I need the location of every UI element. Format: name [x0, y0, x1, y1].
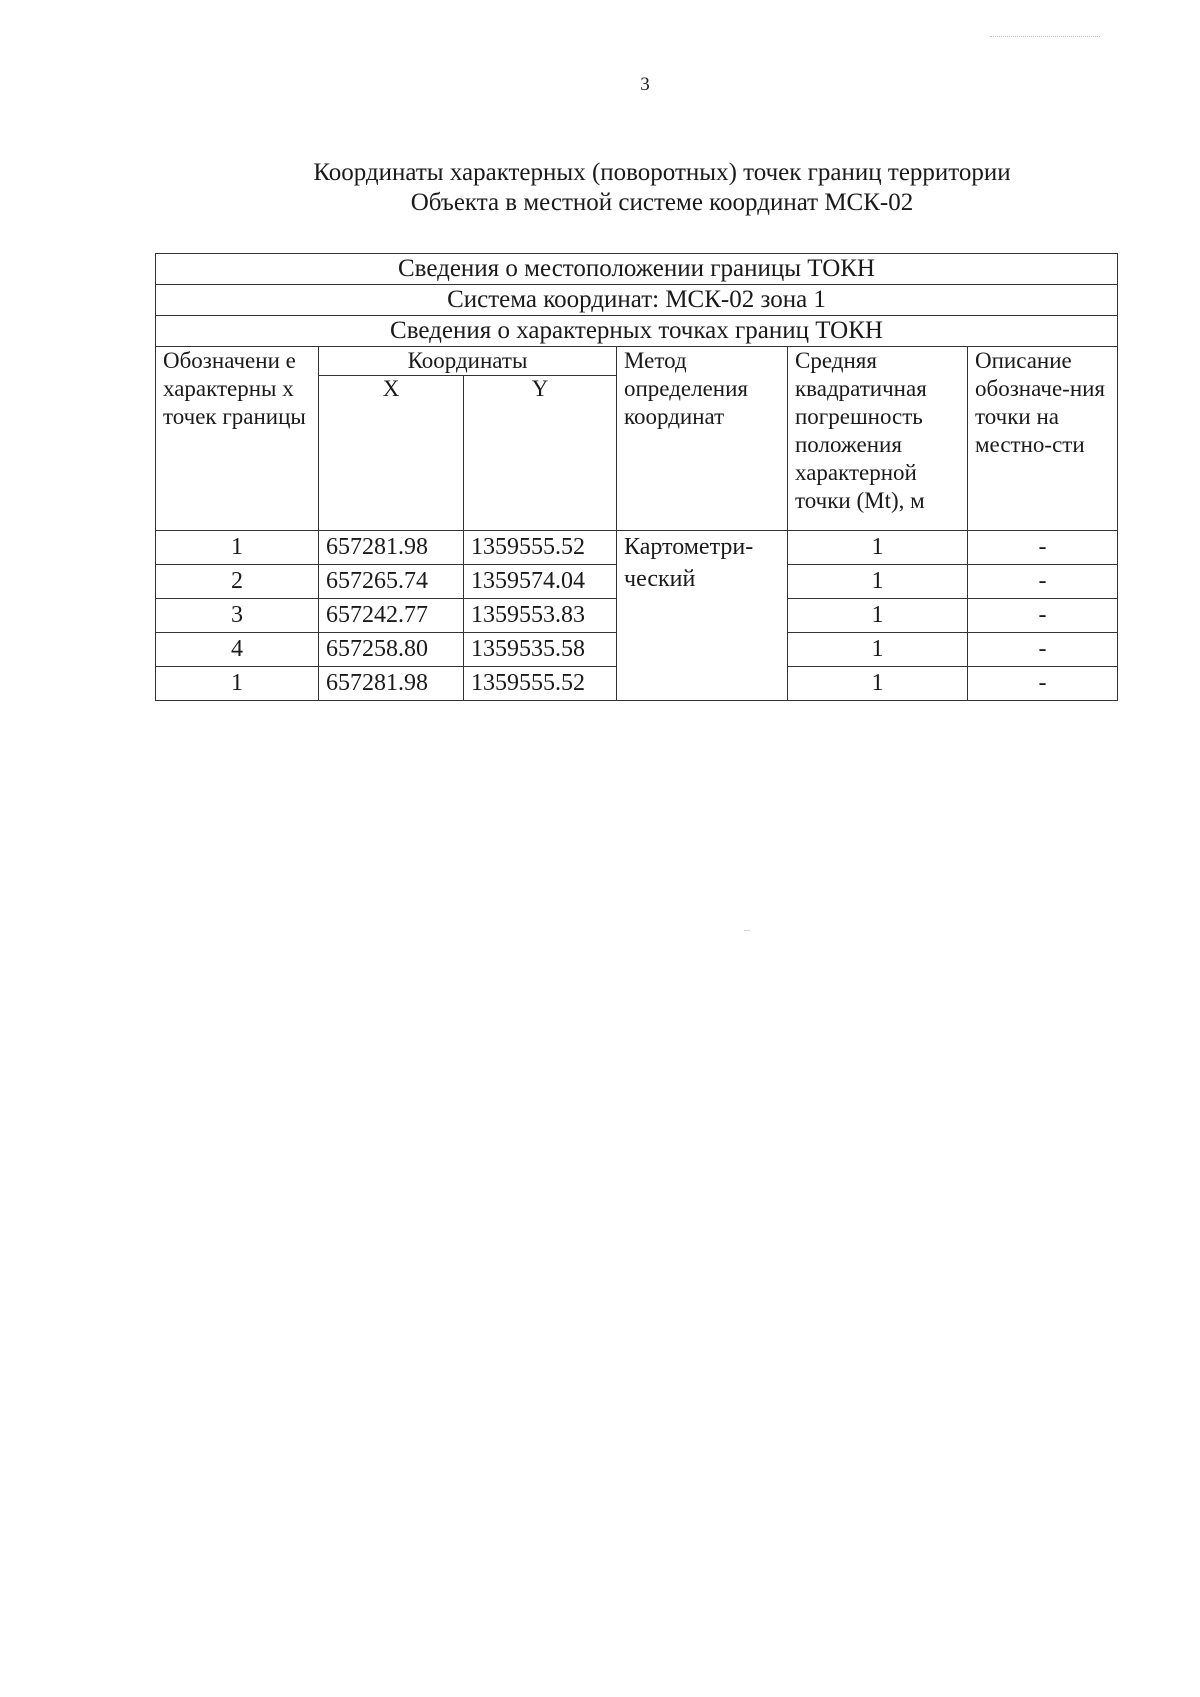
- description-cell: -: [968, 599, 1118, 633]
- description-cell: -: [968, 531, 1118, 565]
- error-cell: 1: [788, 633, 968, 667]
- point-cell: 2: [156, 565, 319, 599]
- column-header-coordinates: Координаты: [319, 347, 617, 376]
- column-header-point-designation: Обозначени е характерны х точек границы: [156, 347, 319, 531]
- title-line-2: Объекта в местной системе координат МСК-02: [410, 189, 914, 216]
- x-cell: 657242.77: [319, 599, 464, 633]
- table-row: [156, 531, 1118, 565]
- x-cell: 657258.80: [319, 633, 464, 667]
- point-cell: 1: [156, 667, 319, 701]
- column-header-description: Описание обозначе-ния точки на местно-сти: [968, 347, 1118, 531]
- y-cell: 1359535.58: [464, 633, 617, 667]
- method-cell: Картометри- ческий: [617, 531, 788, 701]
- error-cell: 1: [788, 565, 968, 599]
- title-line-1: Координаты характерных (поворотных) точек границ территории: [313, 159, 1011, 186]
- y-cell: 1359555.52: [464, 531, 617, 565]
- y-cell: 1359574.04: [464, 565, 617, 599]
- x-cell: 657281.98: [319, 667, 464, 701]
- point-cell: 1: [156, 531, 319, 565]
- column-header-y: Y: [464, 376, 617, 531]
- scan-artifact-dot: [744, 930, 750, 931]
- point-cell: 4: [156, 633, 319, 667]
- header-location: Сведения о местоположении границы ТОКН: [156, 254, 1118, 285]
- column-header-error: Средняя квадратичная погрешность положения характерной точки (Mt), м: [788, 347, 968, 531]
- header-points-info: Сведения о характерных точках границ ТОКН: [156, 316, 1118, 347]
- x-cell: 657281.98: [319, 531, 464, 565]
- error-cell: 1: [788, 599, 968, 633]
- point-cell: 3: [156, 599, 319, 633]
- page-number: 3: [640, 74, 650, 95]
- column-header-method: Метод определения координат: [617, 347, 788, 531]
- description-cell: -: [968, 667, 1118, 701]
- document-title: [262, 158, 1062, 218]
- scan-artifact: [990, 36, 1100, 40]
- y-cell: 1359553.83: [464, 599, 617, 633]
- x-cell: 657265.74: [319, 565, 464, 599]
- y-cell: 1359555.52: [464, 667, 617, 701]
- coordinates-table: [155, 253, 1118, 701]
- error-cell: 1: [788, 667, 968, 701]
- description-cell: -: [968, 633, 1118, 667]
- description-cell: -: [968, 565, 1118, 599]
- header-coordinate-system: Система координат: МСК-02 зона 1: [156, 285, 1118, 316]
- column-header-x: X: [319, 376, 464, 531]
- error-cell: 1: [788, 531, 968, 565]
